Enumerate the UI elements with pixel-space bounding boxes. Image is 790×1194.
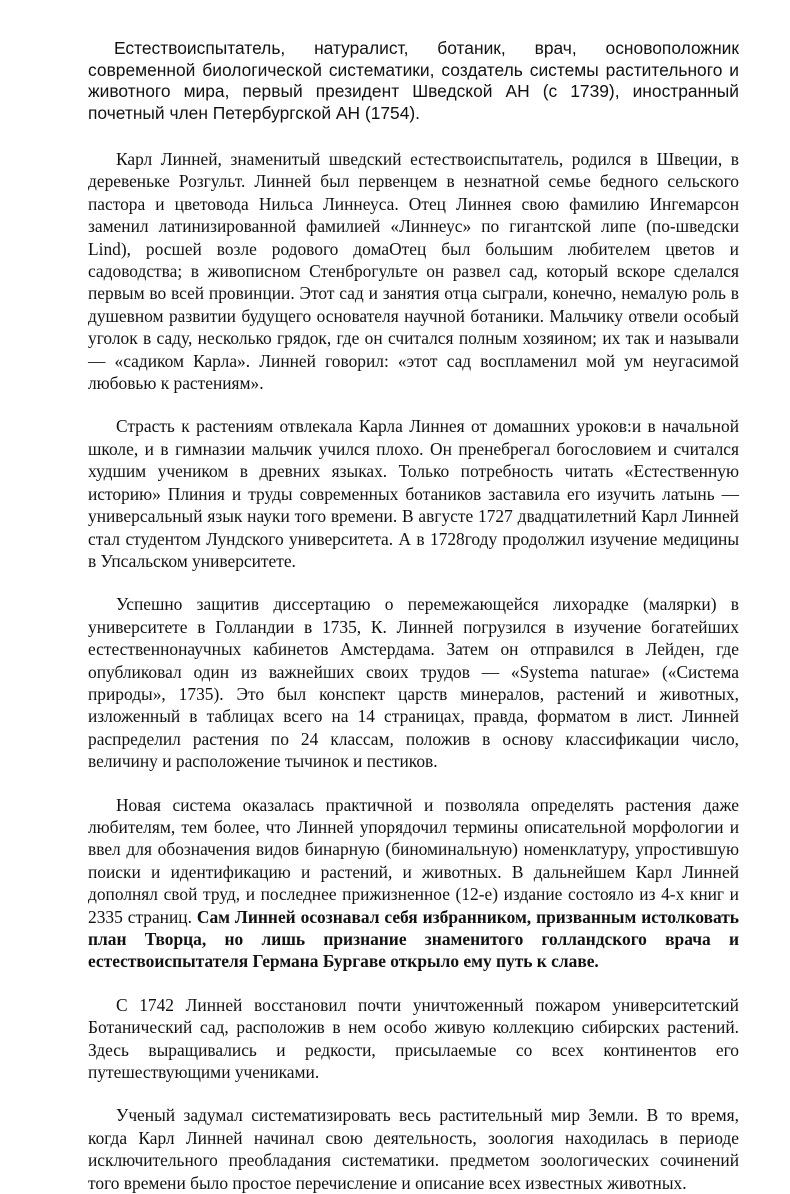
paragraph-text: Карл Линней, знаменитый шведский естествоиспытатель, родился в Швеции, в деревеньке Розгульт. Линней был первенцем в незнатной семье бедного сельского пастора и цветовода Нильса Линнеуса. Отец Линнея свою фамилию Ингемарсон заменил латинизированной фамилией «Линнеус» по гигантской липе (по-шведски Lind), росшей возле родового домаОтец был большим любителем цветов и садоводства; в живописном Стенброгульте он развел сад, который вскоре сделался первым во всей провинции. Этот сад и занятия отца сыграли, конечно, немалую роль в душевном развитии будущего основателя научной ботаники. Мальчику отвели особый уголок в саду, несколько грядок, где он считался полным хозяином; их так и называли — «садиком Карла». Линней говорил: «этот сад воспламенил мой ум неугасимой любовью к растениям». bbox=[88, 149, 739, 394]
paragraph-childhood bbox=[88, 148, 739, 394]
paragraph-text: Ученый задумал систематизировать весь растительный мир Земли. В то время, когда Карл Линней начинал свою деятельность, зоология находилась в периоде исключительного преобладания систематики. предметом зоологических сочинений того времени было простое перечисление и описание всех известных животных. bbox=[88, 1105, 739, 1193]
paragraph-systema-naturae bbox=[88, 593, 739, 772]
paragraph-bold-text: Сам Линней осознавал себя избранником, призванным истолковать план Творца, но лишь признание знаменитого голландского врача и естествоиспытателя Германа Бургаве открыло ему путь к славе. bbox=[88, 906, 739, 972]
paragraph-text: Успешно защитив диссертацию о перемежающейся лихорадке (малярки) в университете в Голландии в 1735, К. Линней погрузился в изучение богатейших естественнонаучных кабинетов Амстердама. Затем он отправился в Лейден, где опубликовал один из важнейших своих трудов — «Systema naturae» («Система природы», 1735). Это был конспект царств минералов, растений и животных, изложенный в таблицах всего на 14 страницах, правда, форматом в лист. Линней распределил растения по 24 классам, положив в основу классификации число, величину и расположение тычинок и пестиков. bbox=[88, 594, 739, 772]
paragraph-text: Новая система оказалась практичной и позволяла определять растения даже любителям, тем более, что Линней упорядочил термины описательной морфологии и ввел для обозначения видов бинарную (биноминальную) номенклатуру, упростившую поиски и идентификацию и растений, и животных. В дальнейшем Карл Линней дополнял свой труд, и последнее прижизненное (12-е) издание состояло из 4-х книг и 2335 страниц. bbox=[88, 794, 739, 927]
paragraph-text: С 1742 Линней восстановил почти уничтоженный пожаром университетский Ботанический сад, расположив в нем особо живую коллекцию сибирских растений. Здесь выращивались и редкости, присылаемые со всех континентов его путешествующими учениками. bbox=[88, 994, 739, 1083]
paragraph-botanical-garden bbox=[88, 994, 739, 1084]
paragraph-zoology bbox=[88, 1104, 739, 1194]
paragraph-text: Страсть к растениям отвлекала Карла Линнея от домашних уроков:и в начальной школе, и в гимназии мальчик учился плохо. Он пренебрегал богословием и считался худшим учеником в древних языках. Только потребность читать «Естественную историю» Плиния и труды современных ботаников заставила его изучить латынь — универсальный язык науки того времени. В августе 1727 двадцатилетний Карл Линней стал студентом Лундского университета. А в 1728году продолжил изучение медицины в Упсальском университете. bbox=[88, 416, 739, 571]
paragraph-new-system bbox=[88, 794, 739, 973]
intro-summary: Естествоиспытатель, натуралист, ботаник, врач, основоположник современной биологической систематики, создатель системы растительного и животного мира, первый президент Шведской АН (с 1739), иностранный почетный член Петербургской АН (1754). bbox=[88, 38, 739, 123]
paragraph-education bbox=[88, 415, 739, 572]
